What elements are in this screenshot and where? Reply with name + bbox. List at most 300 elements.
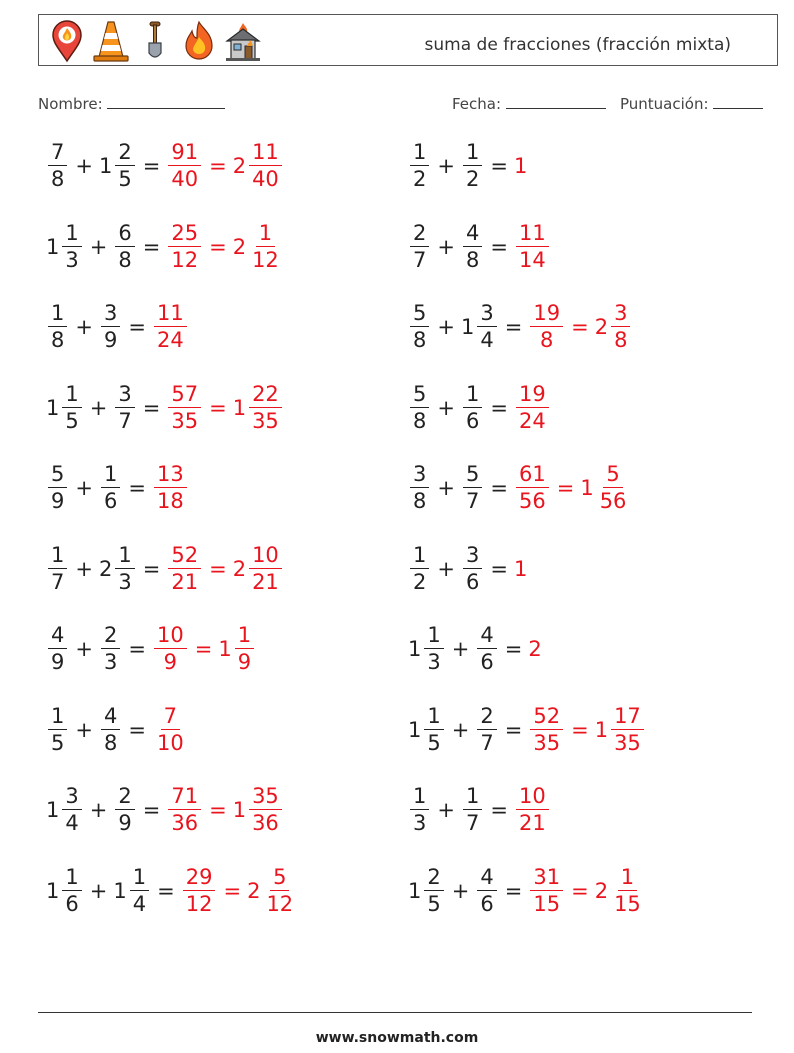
addend-b-numerator: 1 xyxy=(115,545,134,569)
answer-mixed-numerator: 35 xyxy=(249,786,282,810)
answer xyxy=(181,864,298,916)
addend-b-denominator: 7 xyxy=(465,489,480,513)
addend-b-denominator: 6 xyxy=(465,408,480,433)
answer-improper-denominator: 12 xyxy=(185,891,213,916)
answer xyxy=(528,864,645,916)
problem-item xyxy=(46,464,189,512)
addend-b-fraction xyxy=(477,625,496,673)
answer-mixed-fraction xyxy=(249,220,282,272)
equals-sign: = xyxy=(490,476,508,500)
addend-b-fraction xyxy=(115,381,134,433)
answer-improper-numerator: 31 xyxy=(530,867,563,891)
addend-a-whole: 1 xyxy=(46,234,60,259)
answer xyxy=(166,381,283,433)
equals-sign: = xyxy=(490,395,508,420)
addend-b-fraction xyxy=(115,220,134,272)
addend-a-numerator: 1 xyxy=(410,786,429,810)
plus-sign: + xyxy=(89,395,108,420)
addend-b-denominator: 6 xyxy=(103,489,118,513)
answer xyxy=(166,786,283,834)
addend-b-numerator: 3 xyxy=(101,303,120,327)
addend-b-numerator: 1 xyxy=(463,786,482,810)
addend-b-denominator: 4 xyxy=(480,328,494,352)
answer-mixed-fraction xyxy=(235,625,254,673)
plus-sign: + xyxy=(75,637,93,661)
addend-a-whole: 1 xyxy=(408,717,422,742)
answer-mixed-fraction xyxy=(263,864,296,916)
answer-equals-sign: = xyxy=(209,798,227,822)
answer-mixed-denominator: 35 xyxy=(252,408,279,433)
addend-b-fraction xyxy=(101,303,120,351)
addend-b-numerator: 3 xyxy=(115,384,134,408)
addend-a-numerator: 1 xyxy=(48,545,67,569)
plus-sign: + xyxy=(451,878,470,903)
problem-item xyxy=(408,542,528,594)
addend-b-numerator: 4 xyxy=(101,706,120,730)
answer-improper-denominator: 24 xyxy=(156,328,184,352)
name-blank[interactable] xyxy=(107,94,225,109)
addend-b-fraction xyxy=(477,864,496,916)
addend-b-whole: 1 xyxy=(460,315,475,339)
problem-item xyxy=(408,703,646,755)
addend-b-numerator: 2 xyxy=(477,706,496,730)
answer-improper-fraction xyxy=(168,381,201,433)
addend-b-whole: 2 xyxy=(98,556,113,581)
addend-b-numerator: 5 xyxy=(463,464,482,488)
answer-improper-fraction xyxy=(168,142,201,190)
answer-improper-denominator: 18 xyxy=(156,489,184,513)
equals-sign: = xyxy=(142,234,161,259)
equals-sign: = xyxy=(128,717,146,742)
addend-a-denominator: 2 xyxy=(413,167,427,191)
problem-item xyxy=(46,625,256,673)
problem-item xyxy=(408,220,551,272)
addend-b-denominator: 4 xyxy=(132,891,147,916)
addend-a-fraction xyxy=(410,220,429,272)
answer-improper-fraction xyxy=(516,786,549,834)
addend-a-numerator: 7 xyxy=(48,142,67,166)
addend-a-fraction xyxy=(48,703,67,755)
addend-b-numerator: 1 xyxy=(463,142,482,166)
problem-item xyxy=(408,786,551,834)
answer-mixed-denominator: 9 xyxy=(237,650,252,674)
answer-mixed-whole: 1 xyxy=(232,395,247,420)
addend-b-numerator: 1 xyxy=(463,384,482,408)
equals-sign: = xyxy=(504,637,523,661)
answer-improper-fraction xyxy=(516,220,549,272)
answer-improper-numerator: 57 xyxy=(168,384,201,408)
addend-b-fraction xyxy=(463,542,482,594)
addend-a-denominator: 3 xyxy=(65,247,79,272)
problem-item xyxy=(408,303,632,351)
answer-improper-denominator: 35 xyxy=(533,730,561,755)
answer-mixed-denominator: 15 xyxy=(614,891,641,916)
addend-b-numerator: 1 xyxy=(101,464,120,488)
answer xyxy=(152,625,256,673)
addend-b-denominator: 8 xyxy=(118,247,132,272)
footer-url: www.snowmath.com xyxy=(315,1030,479,1046)
equals-sign: = xyxy=(142,154,161,178)
answer-improper-fraction xyxy=(530,303,563,351)
addend-b-whole: 1 xyxy=(98,154,113,178)
plus-sign: + xyxy=(75,717,93,742)
addend-a-numerator: 1 xyxy=(410,142,429,166)
addend-a-numerator: 1 xyxy=(424,625,443,649)
addend-a-fraction xyxy=(62,381,81,433)
answer-mixed-denominator: 40 xyxy=(252,167,279,191)
shovel-icon xyxy=(135,19,175,63)
answer-improper-fraction xyxy=(168,220,201,272)
fire-flame-icon xyxy=(179,19,219,63)
answer-improper-numerator: 10 xyxy=(516,786,549,810)
addend-a-numerator: 1 xyxy=(62,867,81,891)
answer-mixed-whole: 1 xyxy=(232,798,247,822)
answer-equals-sign: = xyxy=(571,315,589,339)
addend-a-denominator: 8 xyxy=(413,408,427,433)
addend-b-numerator: 4 xyxy=(477,625,496,649)
score-blank[interactable] xyxy=(713,94,763,109)
addend-b-numerator: 2 xyxy=(115,142,134,166)
addend-a-denominator: 3 xyxy=(427,650,441,674)
equals-sign: = xyxy=(504,315,523,339)
answer-mixed-denominator: 12 xyxy=(252,247,279,272)
date-blank[interactable] xyxy=(506,94,606,109)
addend-a-numerator: 3 xyxy=(62,786,81,810)
addend-b-denominator: 6 xyxy=(480,891,494,916)
addend-b-fraction xyxy=(115,786,134,834)
answer-improper-fraction xyxy=(530,703,563,755)
answer-improper-fraction xyxy=(516,464,549,512)
answer-improper-numerator: 11 xyxy=(516,223,549,247)
answer-improper-numerator: 61 xyxy=(516,464,549,488)
addend-a-fraction xyxy=(410,542,429,594)
plus-sign: + xyxy=(437,798,455,822)
addend-b-denominator: 5 xyxy=(118,167,132,191)
answer-mixed-whole: 2 xyxy=(594,878,609,903)
equals-sign: = xyxy=(142,798,161,822)
problem-item xyxy=(408,381,551,433)
answer-mixed-fraction xyxy=(597,464,630,512)
addend-b-denominator: 6 xyxy=(480,650,494,674)
answer xyxy=(528,637,541,661)
answer-mixed-denominator: 35 xyxy=(614,730,641,755)
addend-a-numerator: 1 xyxy=(410,545,429,569)
addend-a-numerator: 1 xyxy=(48,303,67,327)
addend-a-fraction xyxy=(48,625,67,673)
answer-improper-numerator: 19 xyxy=(530,303,563,327)
addend-a-whole: 1 xyxy=(408,878,422,903)
addend-a-denominator: 2 xyxy=(413,569,427,594)
plus-sign: + xyxy=(75,476,93,500)
plus-sign: + xyxy=(451,717,470,742)
answer-equals-sign: = xyxy=(571,878,589,903)
addend-a-whole: 1 xyxy=(46,395,60,420)
answer-improper-denominator: 15 xyxy=(533,891,561,916)
addend-b-numerator: 4 xyxy=(477,867,496,891)
answer-mixed-numerator: 10 xyxy=(249,545,282,569)
answer-improper-numerator: 11 xyxy=(154,303,187,327)
answer-improper-denominator: 24 xyxy=(518,408,546,433)
answer-improper-numerator: 52 xyxy=(530,706,563,730)
addend-b-denominator: 3 xyxy=(118,569,132,594)
addend-b-numerator: 6 xyxy=(115,223,134,247)
addend-b-denominator: 7 xyxy=(480,730,494,755)
equals-sign: = xyxy=(128,476,146,500)
equals-sign: = xyxy=(490,798,508,822)
answer-mixed-fraction xyxy=(611,703,644,755)
location-fire-pin-icon xyxy=(47,19,87,63)
answer-equals-sign: = xyxy=(571,717,589,742)
plus-sign: + xyxy=(437,315,455,339)
addend-a-denominator: 5 xyxy=(427,730,441,755)
addend-a-fraction xyxy=(410,786,429,834)
equals-sign: = xyxy=(157,878,175,903)
answer-improper-fraction xyxy=(154,303,187,351)
answer xyxy=(514,557,527,581)
answer-improper-denominator: 21 xyxy=(518,811,546,835)
addend-a-numerator: 5 xyxy=(48,464,67,488)
answer-mixed-numerator: 1 xyxy=(618,867,637,891)
addend-a-numerator: 1 xyxy=(62,384,81,408)
addend-a-denominator: 3 xyxy=(413,811,427,835)
addend-a-fraction xyxy=(424,625,443,673)
answer-improper-numerator: 25 xyxy=(168,223,201,247)
equals-sign: = xyxy=(490,154,508,178)
plus-sign: + xyxy=(437,476,455,500)
addend-a-fraction xyxy=(410,464,429,512)
answer-equals-sign: = xyxy=(194,637,213,661)
name-field xyxy=(38,94,225,113)
answer-improper-fraction xyxy=(183,864,216,916)
answer-mixed-numerator: 11 xyxy=(249,142,282,166)
addend-a-fraction xyxy=(62,220,81,272)
addend-b-denominator: 3 xyxy=(103,650,118,674)
plus-sign: + xyxy=(89,878,108,903)
answer-equals-sign: = xyxy=(556,476,575,500)
answer-integer: 2 xyxy=(528,637,542,661)
answer-mixed-numerator: 22 xyxy=(249,384,282,408)
addend-a-fraction xyxy=(62,786,81,834)
addend-b-fraction xyxy=(115,142,134,190)
score-field xyxy=(620,94,763,113)
equals-sign: = xyxy=(504,717,523,742)
addend-b-denominator: 9 xyxy=(118,811,132,835)
addend-a-denominator: 7 xyxy=(413,247,427,272)
plus-sign: + xyxy=(89,798,108,822)
answer-mixed-numerator: 17 xyxy=(611,706,644,730)
answer xyxy=(528,303,632,351)
plus-sign: + xyxy=(75,556,93,581)
addend-b-fraction xyxy=(463,142,482,190)
answer-improper-denominator: 10 xyxy=(156,730,184,755)
answer-improper-denominator: 9 xyxy=(163,650,178,674)
addend-a-numerator: 3 xyxy=(410,464,429,488)
addend-a-denominator: 6 xyxy=(65,891,79,916)
problem-item xyxy=(408,864,646,916)
answer-equals-sign: = xyxy=(223,878,242,903)
answer-improper-fraction xyxy=(154,703,187,755)
answer-mixed-fraction xyxy=(249,542,282,594)
addend-a-numerator: 1 xyxy=(424,706,443,730)
footer-divider xyxy=(38,1012,752,1013)
answer-mixed-numerator: 1 xyxy=(256,223,275,247)
answer-improper-fraction xyxy=(168,786,201,834)
addend-b-fraction xyxy=(477,703,496,755)
answer-improper-fraction xyxy=(168,542,201,594)
answer xyxy=(528,703,645,755)
addend-b-fraction xyxy=(115,542,134,594)
answer-equals-sign: = xyxy=(209,154,227,178)
addend-a-denominator: 4 xyxy=(65,811,79,835)
equals-sign: = xyxy=(490,234,508,259)
plus-sign: + xyxy=(437,395,455,420)
answer-mixed-whole: 2 xyxy=(594,315,609,339)
addend-a-fraction xyxy=(410,142,429,190)
addend-a-fraction xyxy=(62,864,81,916)
answer-mixed-fraction xyxy=(249,142,282,190)
problem-item xyxy=(46,220,284,272)
addend-b-numerator: 3 xyxy=(477,303,496,327)
answer-mixed-whole: 1 xyxy=(580,476,594,500)
answer-improper-denominator: 40 xyxy=(171,167,199,191)
plus-sign: + xyxy=(75,154,93,178)
addend-a-fraction xyxy=(48,142,67,190)
addend-b-fraction xyxy=(463,220,482,272)
answer xyxy=(166,542,283,594)
answer-mixed-denominator: 56 xyxy=(599,489,627,513)
answer-equals-sign: = xyxy=(209,395,227,420)
plus-sign: + xyxy=(75,315,93,339)
answer-mixed-whole: 2 xyxy=(232,556,247,581)
name-label: Nombre: xyxy=(38,95,103,113)
addend-a-whole: 1 xyxy=(46,798,60,822)
answer-mixed-numerator: 3 xyxy=(611,303,630,327)
answer xyxy=(514,220,551,272)
worksheet-header xyxy=(38,14,778,66)
addend-a-numerator: 2 xyxy=(424,867,443,891)
answer-improper-denominator: 56 xyxy=(518,489,546,513)
answer-mixed-whole: 1 xyxy=(218,637,232,661)
addend-b-fraction xyxy=(463,381,482,433)
equals-sign: = xyxy=(490,556,508,581)
addend-b-numerator: 2 xyxy=(115,786,134,810)
answer-mixed-fraction xyxy=(611,303,630,351)
equals-sign: = xyxy=(142,556,161,581)
answer-mixed-denominator: 12 xyxy=(266,891,294,916)
traffic-cone-icon xyxy=(91,19,131,63)
addend-a-numerator: 5 xyxy=(410,384,429,408)
answer xyxy=(514,786,551,834)
answer-mixed-whole: 1 xyxy=(594,717,609,742)
addend-a-denominator: 5 xyxy=(51,730,65,755)
answer-improper-denominator: 12 xyxy=(171,247,199,272)
addend-b-whole: 1 xyxy=(113,878,127,903)
addend-a-denominator: 5 xyxy=(65,408,79,433)
addend-b-denominator: 7 xyxy=(118,408,132,433)
addend-b-numerator: 1 xyxy=(130,867,149,891)
answer-mixed-fraction xyxy=(249,381,282,433)
answer-mixed-numerator: 5 xyxy=(270,867,289,891)
worksheet-title: suma de fracciones (fracción mixta) xyxy=(424,35,731,55)
addend-b-denominator: 2 xyxy=(465,167,480,191)
addend-a-numerator: 5 xyxy=(410,303,429,327)
problem-item xyxy=(46,303,189,351)
answer-improper-denominator: 35 xyxy=(171,408,199,433)
addend-a-fraction xyxy=(48,542,67,594)
answer-improper-denominator: 21 xyxy=(171,569,199,594)
addend-a-fraction xyxy=(424,864,443,916)
answer-equals-sign: = xyxy=(209,556,227,581)
answer-mixed-numerator: 5 xyxy=(603,464,622,488)
addend-a-numerator: 2 xyxy=(410,223,429,247)
addend-a-whole: 1 xyxy=(46,878,60,903)
addend-b-fraction xyxy=(101,464,120,512)
answer-mixed-whole: 2 xyxy=(232,154,247,178)
problem-item xyxy=(46,381,284,433)
answer-equals-sign: = xyxy=(209,234,227,259)
answer-mixed-denominator: 8 xyxy=(614,328,628,352)
problem-item xyxy=(408,464,631,512)
answer-improper-denominator: 8 xyxy=(540,328,554,352)
addend-b-numerator: 2 xyxy=(101,625,120,649)
addend-b-fraction xyxy=(463,464,482,512)
problem-item xyxy=(46,786,284,834)
answer xyxy=(514,154,527,178)
answer xyxy=(152,464,189,512)
answer xyxy=(514,464,631,512)
answer-improper-numerator: 71 xyxy=(168,786,201,810)
addend-a-denominator: 9 xyxy=(51,650,65,674)
answer xyxy=(514,381,551,433)
equals-sign: = xyxy=(128,315,146,339)
problem-item xyxy=(408,142,527,190)
problem-item xyxy=(46,864,298,916)
burning-house-icon xyxy=(223,19,263,63)
answer xyxy=(166,220,283,272)
answer-improper-numerator: 91 xyxy=(168,142,201,166)
addend-a-denominator: 8 xyxy=(413,328,427,352)
addend-a-whole: 1 xyxy=(408,637,422,661)
answer-integer: 1 xyxy=(513,556,528,581)
answer xyxy=(152,703,189,755)
addend-a-numerator: 1 xyxy=(62,223,81,247)
addend-a-fraction xyxy=(424,703,443,755)
equals-sign: = xyxy=(504,878,523,903)
addend-b-denominator: 8 xyxy=(103,730,118,755)
addend-b-denominator: 7 xyxy=(465,811,480,835)
addend-b-fraction xyxy=(463,786,482,834)
score-label: Puntuación: xyxy=(620,95,709,113)
addend-a-denominator: 7 xyxy=(51,569,65,594)
equals-sign: = xyxy=(128,637,146,661)
answer-improper-fraction xyxy=(154,625,187,673)
answer-improper-denominator: 14 xyxy=(518,247,546,272)
plus-sign: + xyxy=(437,154,455,178)
date-field xyxy=(452,94,606,113)
answer-improper-numerator: 52 xyxy=(168,545,201,569)
addend-a-numerator: 1 xyxy=(48,706,67,730)
addend-b-denominator: 8 xyxy=(465,247,480,272)
answer-improper-numerator: 10 xyxy=(154,625,187,649)
answer-improper-numerator: 13 xyxy=(154,464,187,488)
addend-b-numerator: 3 xyxy=(463,545,482,569)
addend-a-numerator: 4 xyxy=(48,625,67,649)
problem-item xyxy=(408,625,542,673)
addend-a-denominator: 8 xyxy=(51,167,65,191)
answer xyxy=(166,142,283,190)
addend-b-fraction xyxy=(101,703,120,755)
addend-a-denominator: 5 xyxy=(427,891,441,916)
